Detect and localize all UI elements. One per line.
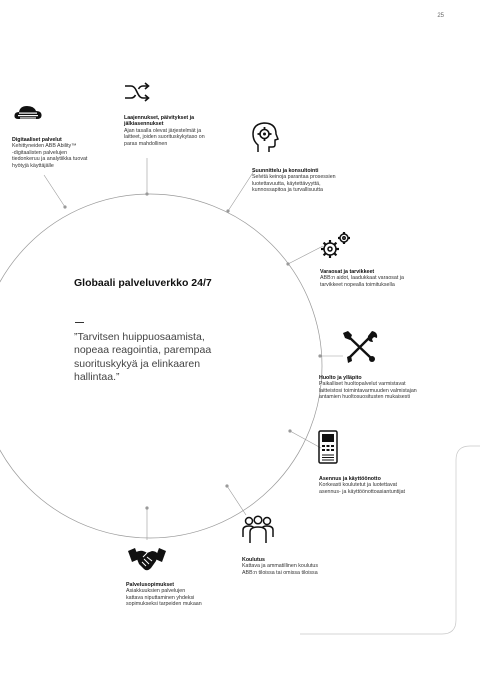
wrench-screwdriver-icon xyxy=(341,329,379,365)
connector-digital xyxy=(44,175,65,207)
item-agreements-desc: Asiakkuuksien palvelujen kattava niputtaminen yhdeksi sopimukseksi tarpeiden mukaan xyxy=(126,588,202,608)
item-installation-title: Asennus ja käyttöönotto xyxy=(319,476,381,482)
item-spares xyxy=(320,269,404,288)
people-group-icon xyxy=(241,515,275,545)
item-maintenance-title: Huolto ja ylläpito xyxy=(319,375,362,381)
item-upgrades xyxy=(124,115,205,147)
item-maintenance-desc: Paikalliset huoltopalvelut varmistavat laitteistosi toimintavarmuuden valmistajan antamien huoltosuositusten mukaisesti xyxy=(319,381,417,401)
item-upgrades-title: Laajennukset, päivitykset ja jälkiasennukset xyxy=(124,115,195,128)
item-agreements-title: Palvelusopimukset xyxy=(126,582,174,588)
connector-consulting xyxy=(228,171,254,211)
handshake-icon xyxy=(127,545,167,575)
dot-digital xyxy=(64,206,67,209)
item-digital-title: Digitaaliset palvelut xyxy=(12,137,62,143)
item-upgrades-desc: Ajan tasalla olevat järjestelmät ja laitteet, joiden suorituskykytaso on paras mahdollinen xyxy=(124,127,205,147)
item-installation-desc: Korkeasti koulutetut ja luotettavat asennus- ja käyttöönottoasiantuntijat xyxy=(319,482,405,495)
dot-consulting xyxy=(227,210,230,213)
drive-device-icon xyxy=(318,430,338,464)
center-quote: ”Tarvitsen huippuosaamista, nopeaa reagointia, parempaa suorituskykyä ja elinkaaren hallintaa.” xyxy=(74,331,212,383)
item-consulting-title: Suunnittelu ja konsultointi xyxy=(252,168,319,174)
dot-maintenance xyxy=(319,355,322,358)
item-agreements xyxy=(126,582,202,608)
item-digital-desc: Kehittyneiden ABB Ability™ -digitaalisten palvelujen tiedonkeruu ja analytiikka tuovat hyötyjä käyttäjälle xyxy=(12,143,88,169)
item-maintenance xyxy=(319,375,417,401)
item-spares-desc: ABB:n aidot, laadukkaat varaosat ja tarvikkeet nopealla toimituksella xyxy=(320,275,404,288)
dot-upgrades xyxy=(146,193,149,196)
side-card-outline xyxy=(300,446,480,634)
head-gear-icon xyxy=(250,120,280,154)
dot-installation xyxy=(289,430,292,433)
item-training-desc: Kattava ja ammatillinen koulutus ABB:n tiloissa tai omissa tiloissa xyxy=(242,563,318,576)
dot-training xyxy=(226,485,229,488)
page-number: 25 xyxy=(437,13,444,19)
center-title: Globaali palveluverkko 24/7 xyxy=(74,277,212,289)
gears-icon xyxy=(318,229,354,261)
item-training-title: Koulutus xyxy=(242,557,265,563)
dot-agreements xyxy=(146,507,149,510)
item-consulting-desc: Selvitä keinoja parantaa prosessien luotettavuutta, käytettävyyttä, kunnossapitoa ja turvallisuutta xyxy=(252,174,336,194)
item-installation xyxy=(319,476,405,495)
item-training xyxy=(242,557,318,576)
item-spares-title: Varaosat ja tarvikkeet xyxy=(320,269,375,275)
item-consulting xyxy=(252,168,336,194)
connector-training xyxy=(227,486,246,515)
shuffle-arrows-icon xyxy=(124,82,150,102)
quote-dash xyxy=(75,322,84,323)
cloud-icon xyxy=(13,103,43,125)
dot-spares xyxy=(287,263,290,266)
item-digital xyxy=(12,137,87,169)
connector-installation xyxy=(290,431,321,448)
